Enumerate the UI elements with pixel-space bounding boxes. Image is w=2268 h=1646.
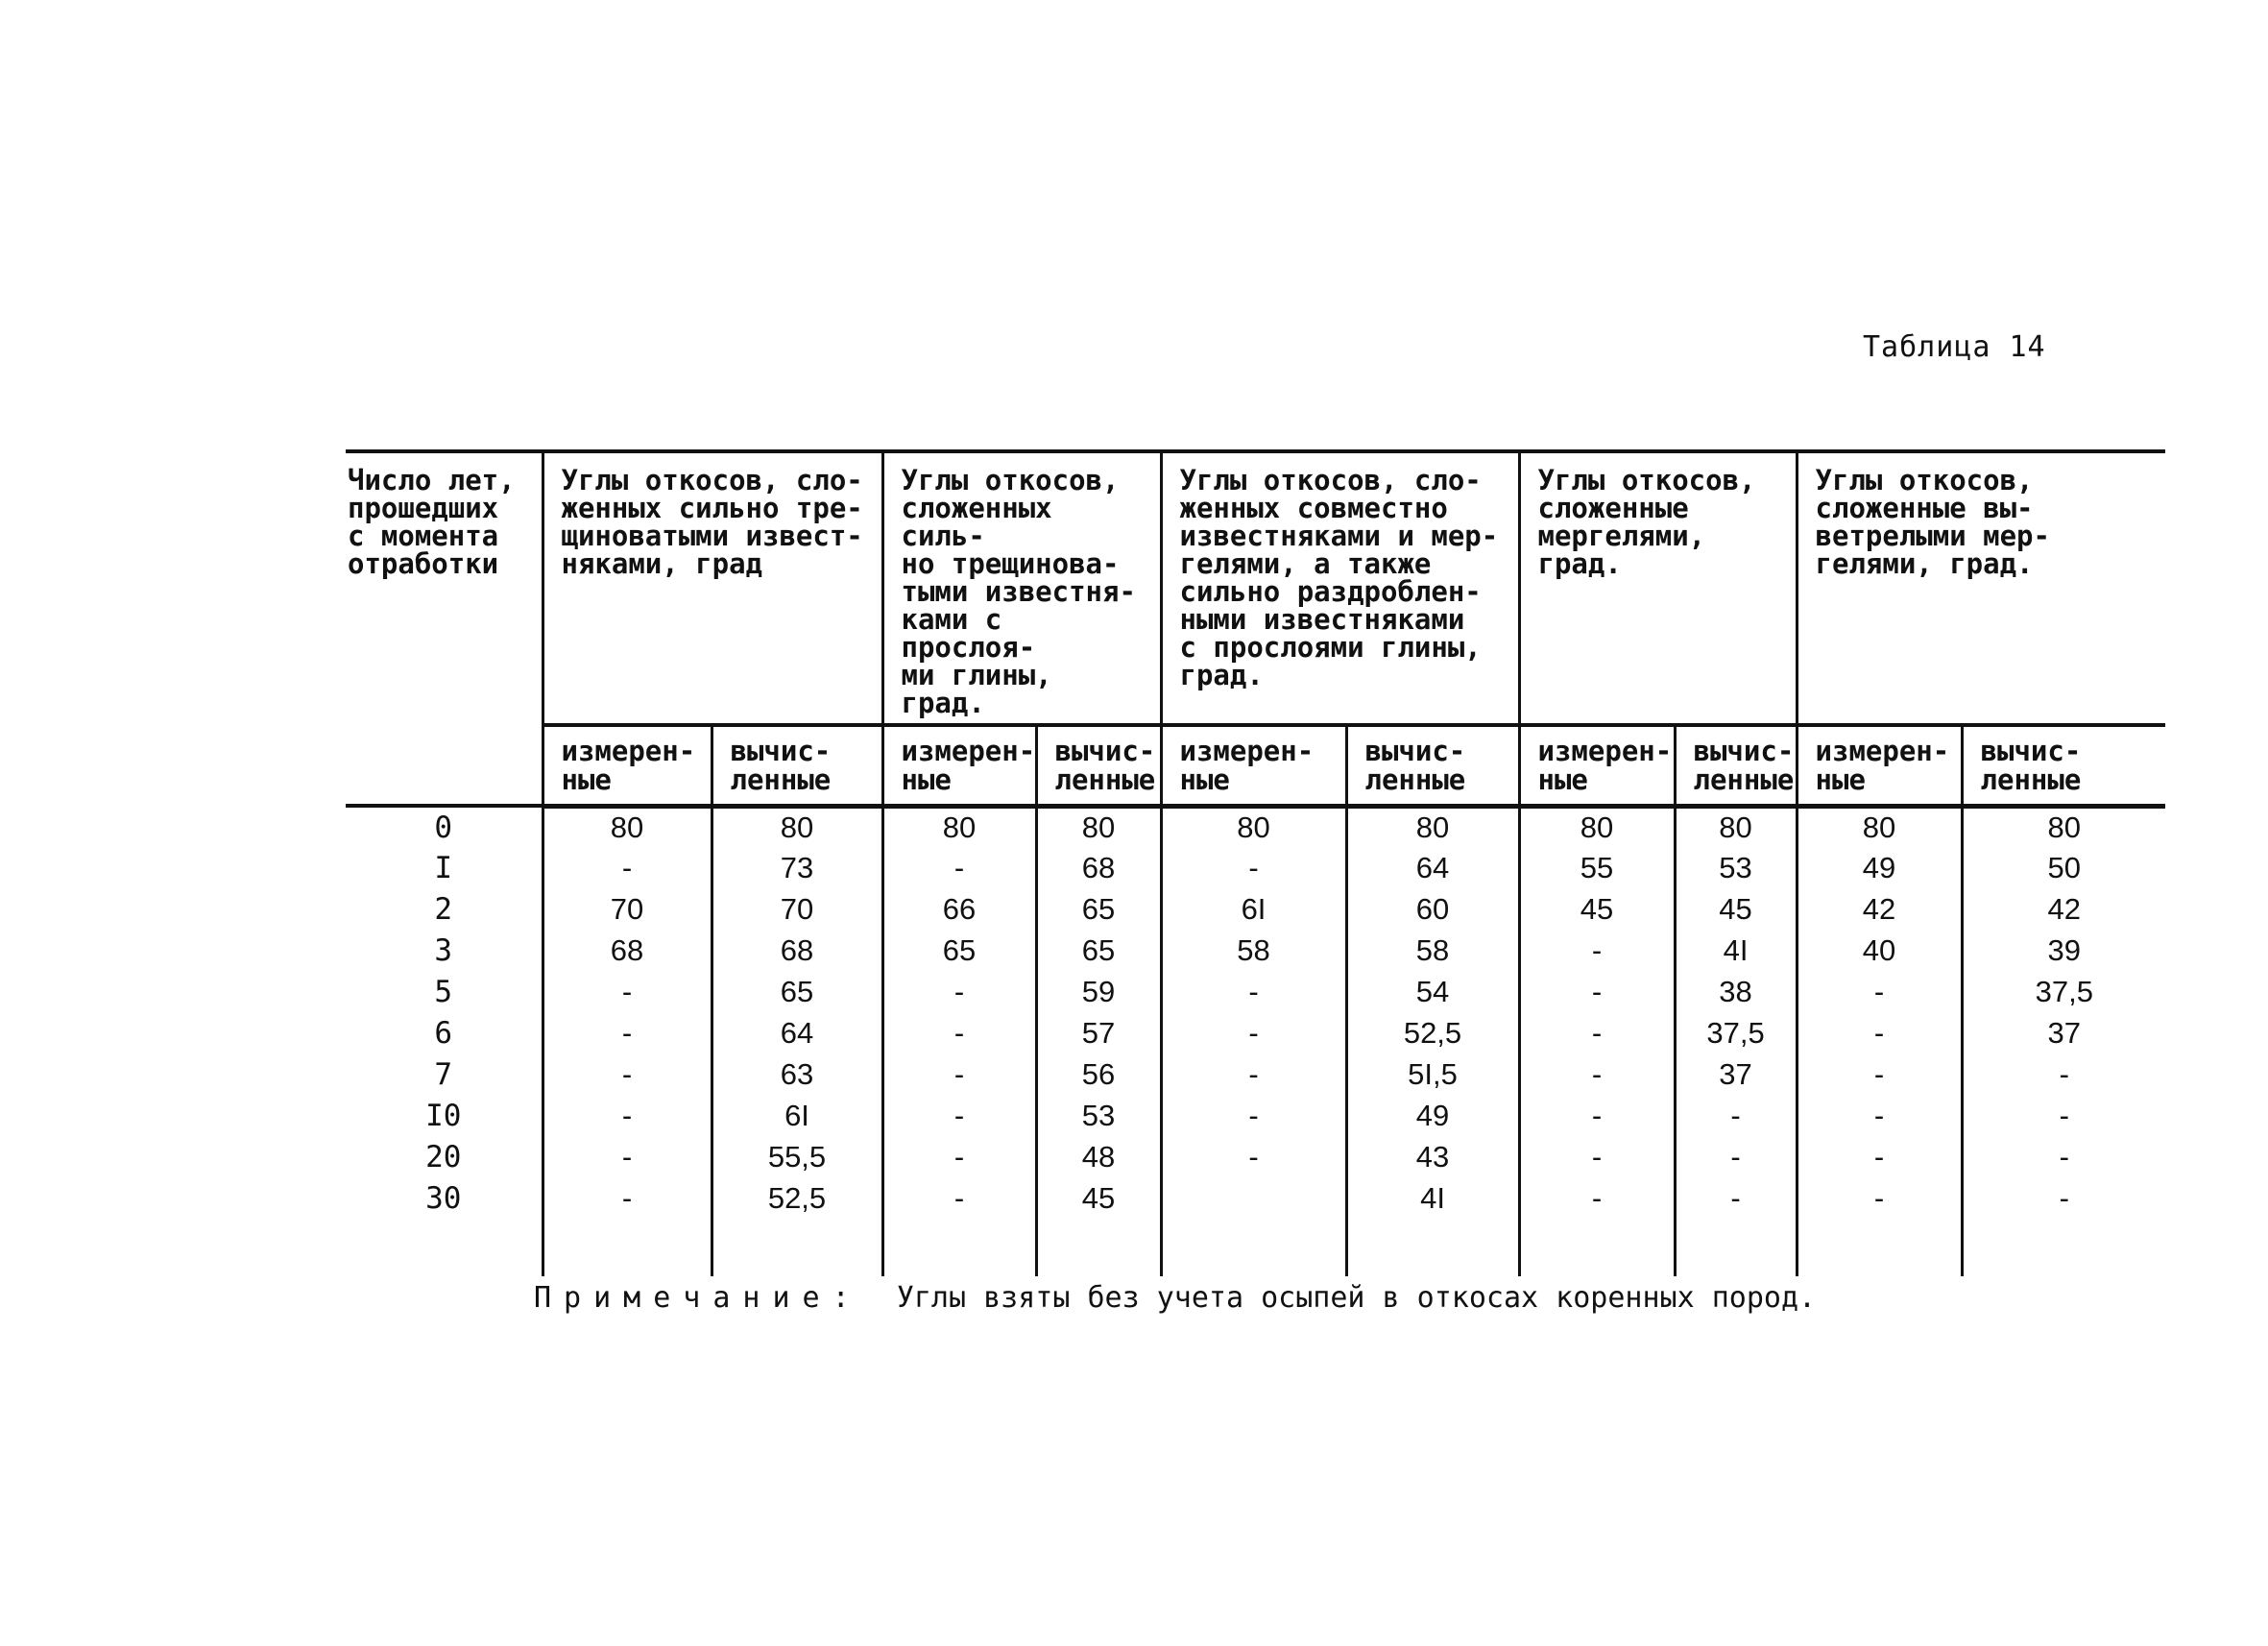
- measured-cell: 42: [1797, 888, 1962, 930]
- calculated-cell: 59: [1036, 971, 1161, 1012]
- measured-cell: 65: [882, 930, 1036, 971]
- empty-cell: [543, 1219, 712, 1276]
- calculated-cell: 48: [1036, 1136, 1161, 1177]
- empty-cell: [1675, 1219, 1797, 1276]
- calculated-cell: 4I: [1675, 930, 1797, 971]
- years-column-header: Число лет, прошедших с момента отработки: [346, 451, 543, 806]
- slope-angles-table: [346, 449, 2165, 1276]
- measured-cell: -: [543, 971, 712, 1012]
- sub-header-calculated: вычис- ленные: [1346, 725, 1519, 806]
- measured-cell: -: [1797, 1136, 1962, 1177]
- measured-cell: -: [543, 1053, 712, 1095]
- measured-cell: [1161, 1177, 1346, 1219]
- sub-header-measured: измерен- ные: [1519, 725, 1675, 806]
- calculated-cell: -: [1962, 1095, 2165, 1136]
- measured-cell: -: [1519, 971, 1675, 1012]
- group-header-5: Углы откосов, сложенные вы- ветрелыми мер- гелями, град.: [1797, 451, 2165, 725]
- measured-cell: 70: [543, 888, 712, 930]
- measured-cell: -: [1797, 971, 1962, 1012]
- calculated-cell: 68: [1036, 847, 1161, 888]
- measured-cell: -: [1797, 1012, 1962, 1053]
- calculated-cell: 39: [1962, 930, 2165, 971]
- calculated-cell: 80: [1675, 806, 1797, 847]
- calculated-cell: 50: [1962, 847, 2165, 888]
- calculated-cell: 37: [1962, 1012, 2165, 1053]
- table-row: [346, 1012, 2165, 1053]
- calculated-cell: 53: [1675, 847, 1797, 888]
- calculated-cell: 42: [1962, 888, 2165, 930]
- table-padding-row: [346, 1219, 2165, 1276]
- table-row: [346, 847, 2165, 888]
- year-cell: I: [434, 850, 453, 885]
- sub-header-calculated: вычис- ленные: [712, 725, 882, 806]
- calculated-cell: 4I: [1346, 1177, 1519, 1219]
- table-row: [346, 1177, 2165, 1219]
- calculated-cell: -: [1675, 1136, 1797, 1177]
- calculated-cell: -: [1675, 1095, 1797, 1136]
- calculated-cell: 52,5: [712, 1177, 882, 1219]
- measured-cell: -: [882, 1177, 1036, 1219]
- calculated-cell: 70: [712, 888, 882, 930]
- measured-cell: -: [882, 1136, 1036, 1177]
- calculated-cell: 45: [1036, 1177, 1161, 1219]
- empty-cell: [1962, 1219, 2165, 1276]
- measured-cell: 68: [543, 930, 712, 971]
- sub-header-calculated: вычис- ленные: [1962, 725, 2165, 806]
- measured-cell: 66: [882, 888, 1036, 930]
- sub-header-measured: измерен- ные: [1797, 725, 1962, 806]
- year-cell: 20: [425, 1139, 462, 1174]
- calculated-cell: 37,5: [1962, 971, 2165, 1012]
- calculated-cell: -: [1962, 1053, 2165, 1095]
- calculated-cell: 37,5: [1675, 1012, 1797, 1053]
- table-row: [346, 1095, 2165, 1136]
- sub-header-measured: измерен- ные: [543, 725, 712, 806]
- measured-cell: -: [882, 847, 1036, 888]
- calculated-cell: 38: [1675, 971, 1797, 1012]
- group-header-3: Углы откосов, сло- женных совместно известняками и мер- гелями, а также сильно раздроблен- ными известняками с прослоями глины, град.: [1161, 451, 1519, 725]
- empty-cell: [1161, 1219, 1346, 1276]
- sub-header-measured: измерен- ные: [1161, 725, 1346, 806]
- measured-cell: -: [543, 1012, 712, 1053]
- calculated-cell: 53: [1036, 1095, 1161, 1136]
- calculated-cell: 80: [712, 806, 882, 847]
- measured-cell: 80: [882, 806, 1036, 847]
- calculated-cell: 5I,5: [1346, 1053, 1519, 1095]
- group-header-1: Углы откосов, сло- женных сильно тре- щиноватыми извест- няками, град: [543, 451, 882, 725]
- sub-header-measured: измерен- ные: [882, 725, 1036, 806]
- calculated-cell: 65: [1036, 930, 1161, 971]
- measured-cell: -: [543, 847, 712, 888]
- table-row: [346, 806, 2165, 847]
- group-header-2: Углы откосов, сложенных силь- но трещинова- тыми известня- ками с прослоя- ми глины, град.: [882, 451, 1161, 725]
- table-row: [346, 1136, 2165, 1177]
- empty-cell: [1519, 1219, 1675, 1276]
- measured-cell: -: [882, 1012, 1036, 1053]
- measured-cell: -: [1797, 1177, 1962, 1219]
- measured-cell: -: [543, 1177, 712, 1219]
- measured-cell: -: [1519, 1012, 1675, 1053]
- group-header-4: Углы откосов, сложенные мергелями, град.: [1519, 451, 1797, 725]
- table-caption: Таблица 14: [1863, 330, 2046, 364]
- sub-header-calculated: вычис- ленные: [1675, 725, 1797, 806]
- table-body: [346, 806, 2165, 1276]
- measured-cell: -: [882, 971, 1036, 1012]
- measured-cell: -: [543, 1136, 712, 1177]
- calculated-cell: 49: [1346, 1095, 1519, 1136]
- year-cell: 0: [434, 810, 453, 845]
- measured-cell: 80: [1161, 806, 1346, 847]
- measured-cell: -: [1519, 1095, 1675, 1136]
- table-row: [346, 930, 2165, 971]
- measured-cell: -: [1161, 1053, 1346, 1095]
- sub-header-calculated: вычис- ленные: [1036, 725, 1161, 806]
- table-note: [534, 1281, 1816, 1315]
- calculated-cell: 57: [1036, 1012, 1161, 1053]
- calculated-cell: 65: [1036, 888, 1161, 930]
- table-row: [346, 1053, 2165, 1095]
- measured-cell: 45: [1519, 888, 1675, 930]
- calculated-cell: 60: [1346, 888, 1519, 930]
- measured-cell: -: [1161, 1095, 1346, 1136]
- calculated-cell: 80: [1962, 806, 2165, 847]
- calculated-cell: 58: [1346, 930, 1519, 971]
- year-cell: 6: [434, 1015, 453, 1051]
- measured-cell: -: [882, 1095, 1036, 1136]
- measured-cell: -: [1161, 1012, 1346, 1053]
- calculated-cell: 55,5: [712, 1136, 882, 1177]
- measured-cell: -: [1797, 1053, 1962, 1095]
- measured-cell: 6I: [1161, 888, 1346, 930]
- measured-cell: 58: [1161, 930, 1346, 971]
- measured-cell: -: [543, 1095, 712, 1136]
- calculated-cell: 64: [712, 1012, 882, 1053]
- empty-cell: [882, 1219, 1036, 1276]
- calculated-cell: -: [1675, 1177, 1797, 1219]
- measured-cell: 49: [1797, 847, 1962, 888]
- measured-cell: 55: [1519, 847, 1675, 888]
- calculated-cell: 6I: [712, 1095, 882, 1136]
- calculated-cell: 54: [1346, 971, 1519, 1012]
- empty-cell: [346, 1219, 543, 1276]
- calculated-cell: 45: [1675, 888, 1797, 930]
- calculated-cell: 80: [1036, 806, 1161, 847]
- calculated-cell: -: [1962, 1177, 2165, 1219]
- calculated-cell: 64: [1346, 847, 1519, 888]
- measured-cell: -: [882, 1053, 1036, 1095]
- calculated-cell: 80: [1346, 806, 1519, 847]
- calculated-cell: 65: [712, 971, 882, 1012]
- measured-cell: -: [1519, 930, 1675, 971]
- year-cell: 3: [434, 932, 453, 968]
- calculated-cell: 37: [1675, 1053, 1797, 1095]
- measured-cell: -: [1161, 847, 1346, 888]
- measured-cell: -: [1161, 1136, 1346, 1177]
- table-row: [346, 971, 2165, 1012]
- year-cell: 5: [434, 974, 453, 1009]
- calculated-cell: 52,5: [1346, 1012, 1519, 1053]
- measured-cell: 80: [1519, 806, 1675, 847]
- calculated-cell: 68: [712, 930, 882, 971]
- year-cell: 30: [425, 1180, 462, 1216]
- calculated-cell: -: [1962, 1136, 2165, 1177]
- note-label: Примечание:: [534, 1281, 862, 1315]
- calculated-cell: 63: [712, 1053, 882, 1095]
- table-row: [346, 888, 2165, 930]
- year-cell: 7: [434, 1056, 453, 1092]
- note-text: Углы взяты без учета осыпей в откосах коренных пород.: [896, 1281, 1817, 1315]
- calculated-cell: 43: [1346, 1136, 1519, 1177]
- year-cell: 2: [434, 891, 453, 927]
- measured-cell: -: [1797, 1095, 1962, 1136]
- measured-cell: -: [1519, 1177, 1675, 1219]
- calculated-cell: 73: [712, 847, 882, 888]
- measured-cell: 80: [543, 806, 712, 847]
- measured-cell: 80: [1797, 806, 1962, 847]
- calculated-cell: 56: [1036, 1053, 1161, 1095]
- year-cell: I0: [425, 1098, 462, 1133]
- measured-cell: 40: [1797, 930, 1962, 971]
- empty-cell: [1797, 1219, 1962, 1276]
- measured-cell: -: [1519, 1136, 1675, 1177]
- measured-cell: -: [1161, 971, 1346, 1012]
- empty-cell: [712, 1219, 882, 1276]
- empty-cell: [1036, 1219, 1161, 1276]
- measured-cell: -: [1519, 1053, 1675, 1095]
- empty-cell: [1346, 1219, 1519, 1276]
